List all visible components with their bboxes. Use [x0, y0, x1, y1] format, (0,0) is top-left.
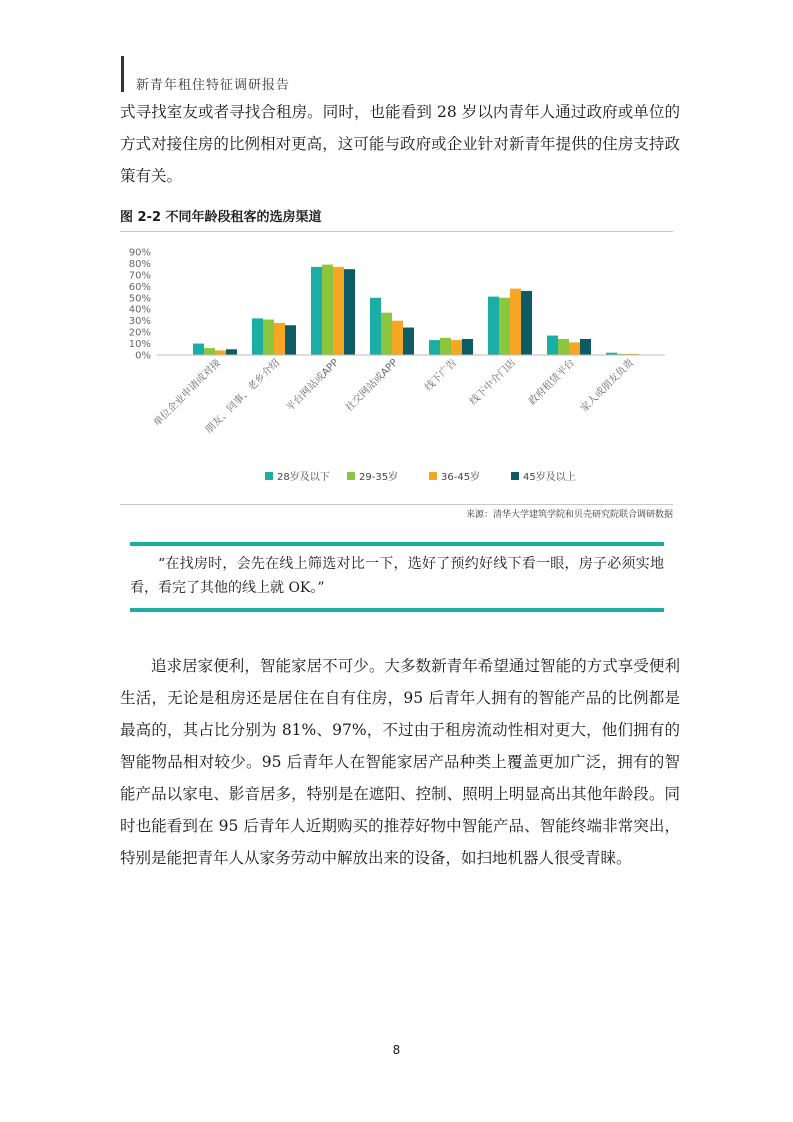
bar	[462, 339, 473, 355]
y-tick-label: 70%	[128, 270, 151, 282]
category-label: 线下中介门店	[467, 357, 519, 408]
bar	[381, 313, 392, 355]
bar	[370, 298, 381, 355]
legend-label: 45岁及以上	[523, 472, 576, 483]
y-tick-label: 90%	[128, 247, 151, 259]
bar	[285, 325, 296, 355]
paragraph-smart-home: 追求居家便利，智能家居不可少。大多数新青年希望通过智能的方式享受便利生活，无论是租房还是居住在自有住房，95 后青年人拥有的智能产品的比例都是最高的，其占比分别为 81%、97%，不过由于租房流动性相对更大，他们拥有的智能物品相对较少。95 后青年人在智能家居产品种类上覆盖更加广泛，拥有的智能产品以家电、影音居多，特别是在遮阳、控制、照明上明显高出其他年龄段。同时也能看到在 95 后青年人近期购买的推荐好物中智能产品、智能终端非常突出，特别是能把青年人从家务劳动中解放出来的设备，如扫地机器人很受青睐。	[120, 657, 680, 867]
quote-top-border	[130, 542, 664, 546]
bar	[440, 338, 451, 355]
bar	[569, 342, 580, 355]
bar	[193, 344, 204, 355]
header-accent-bar	[121, 56, 124, 92]
bar	[392, 321, 403, 355]
y-tick-label: 40%	[128, 304, 151, 316]
category-label: 朋友、同事、老乡介绍	[203, 357, 283, 436]
bar-chart	[120, 234, 673, 502]
interview-quote: “在找房时，会先在线上筛选对比一下，选好了预约好线下看一眼，房子必须实地看，看完了其他的线上就 OK。”	[130, 556, 664, 596]
bar	[451, 340, 462, 355]
legend-swatch	[347, 472, 355, 480]
quote-bottom-border	[130, 608, 664, 612]
bar	[311, 267, 322, 355]
legend-label: 29-35岁	[359, 472, 399, 483]
y-tick-label: 30%	[128, 316, 151, 328]
bar	[252, 318, 263, 355]
bar	[488, 297, 499, 355]
y-tick-label: 0%	[135, 350, 151, 362]
legend-label: 28岁及以下	[277, 472, 330, 483]
figure-top-rule	[120, 231, 673, 232]
bar	[429, 340, 440, 355]
bar	[403, 328, 414, 355]
y-tick-label: 50%	[128, 293, 151, 305]
running-header: 新青年租住特征调研报告	[136, 78, 291, 93]
bar-series	[193, 265, 650, 356]
legend-swatch	[429, 472, 437, 480]
category-label: 政府租赁平台	[526, 357, 578, 408]
bar	[510, 289, 521, 355]
bar	[521, 291, 532, 355]
bar	[204, 348, 215, 355]
category-label: 单位企业申请或对接	[151, 357, 224, 429]
bar	[580, 339, 591, 355]
bar	[333, 267, 344, 355]
bar	[226, 349, 237, 355]
legend-label: 36-45岁	[441, 472, 481, 483]
bar	[558, 339, 569, 355]
bar	[547, 336, 558, 355]
category-label: 平台网站或APP	[284, 357, 342, 414]
category-label: 家人或朋友负责	[578, 357, 637, 415]
legend-swatch	[265, 472, 273, 480]
category-label: 社交网站或APP	[343, 357, 401, 414]
y-tick-label: 80%	[128, 258, 151, 270]
bar	[215, 350, 226, 355]
bar	[344, 269, 355, 355]
y-tick-label: 20%	[128, 327, 151, 339]
paragraph-intro: 式寻找室友或者寻找合租房。同时，也能看到 28 岁以内青年人通过政府或单位的方式对接住房的比例相对更高，这可能与政府或企业针对新青年提供的住房支持政策有关。	[120, 103, 680, 185]
bar	[263, 320, 274, 355]
legend-swatch	[511, 472, 519, 480]
page-number: 8	[392, 1043, 401, 1057]
bar	[499, 298, 510, 355]
y-tick-label: 10%	[128, 339, 151, 351]
y-axis	[129, 248, 151, 362]
category-label: 线下广告	[423, 357, 460, 394]
bar	[274, 323, 285, 355]
y-tick-label: 60%	[128, 281, 151, 293]
bar	[322, 265, 333, 355]
category-labels	[150, 355, 637, 436]
figure-source: 来源：清华大学建筑学院和贝壳研究院联合调研数据	[465, 510, 673, 520]
figure-bottom-rule	[120, 504, 673, 505]
chart-legend	[265, 470, 576, 483]
figure-title: 图 2-2 不同年龄段租客的选房渠道	[120, 210, 322, 225]
